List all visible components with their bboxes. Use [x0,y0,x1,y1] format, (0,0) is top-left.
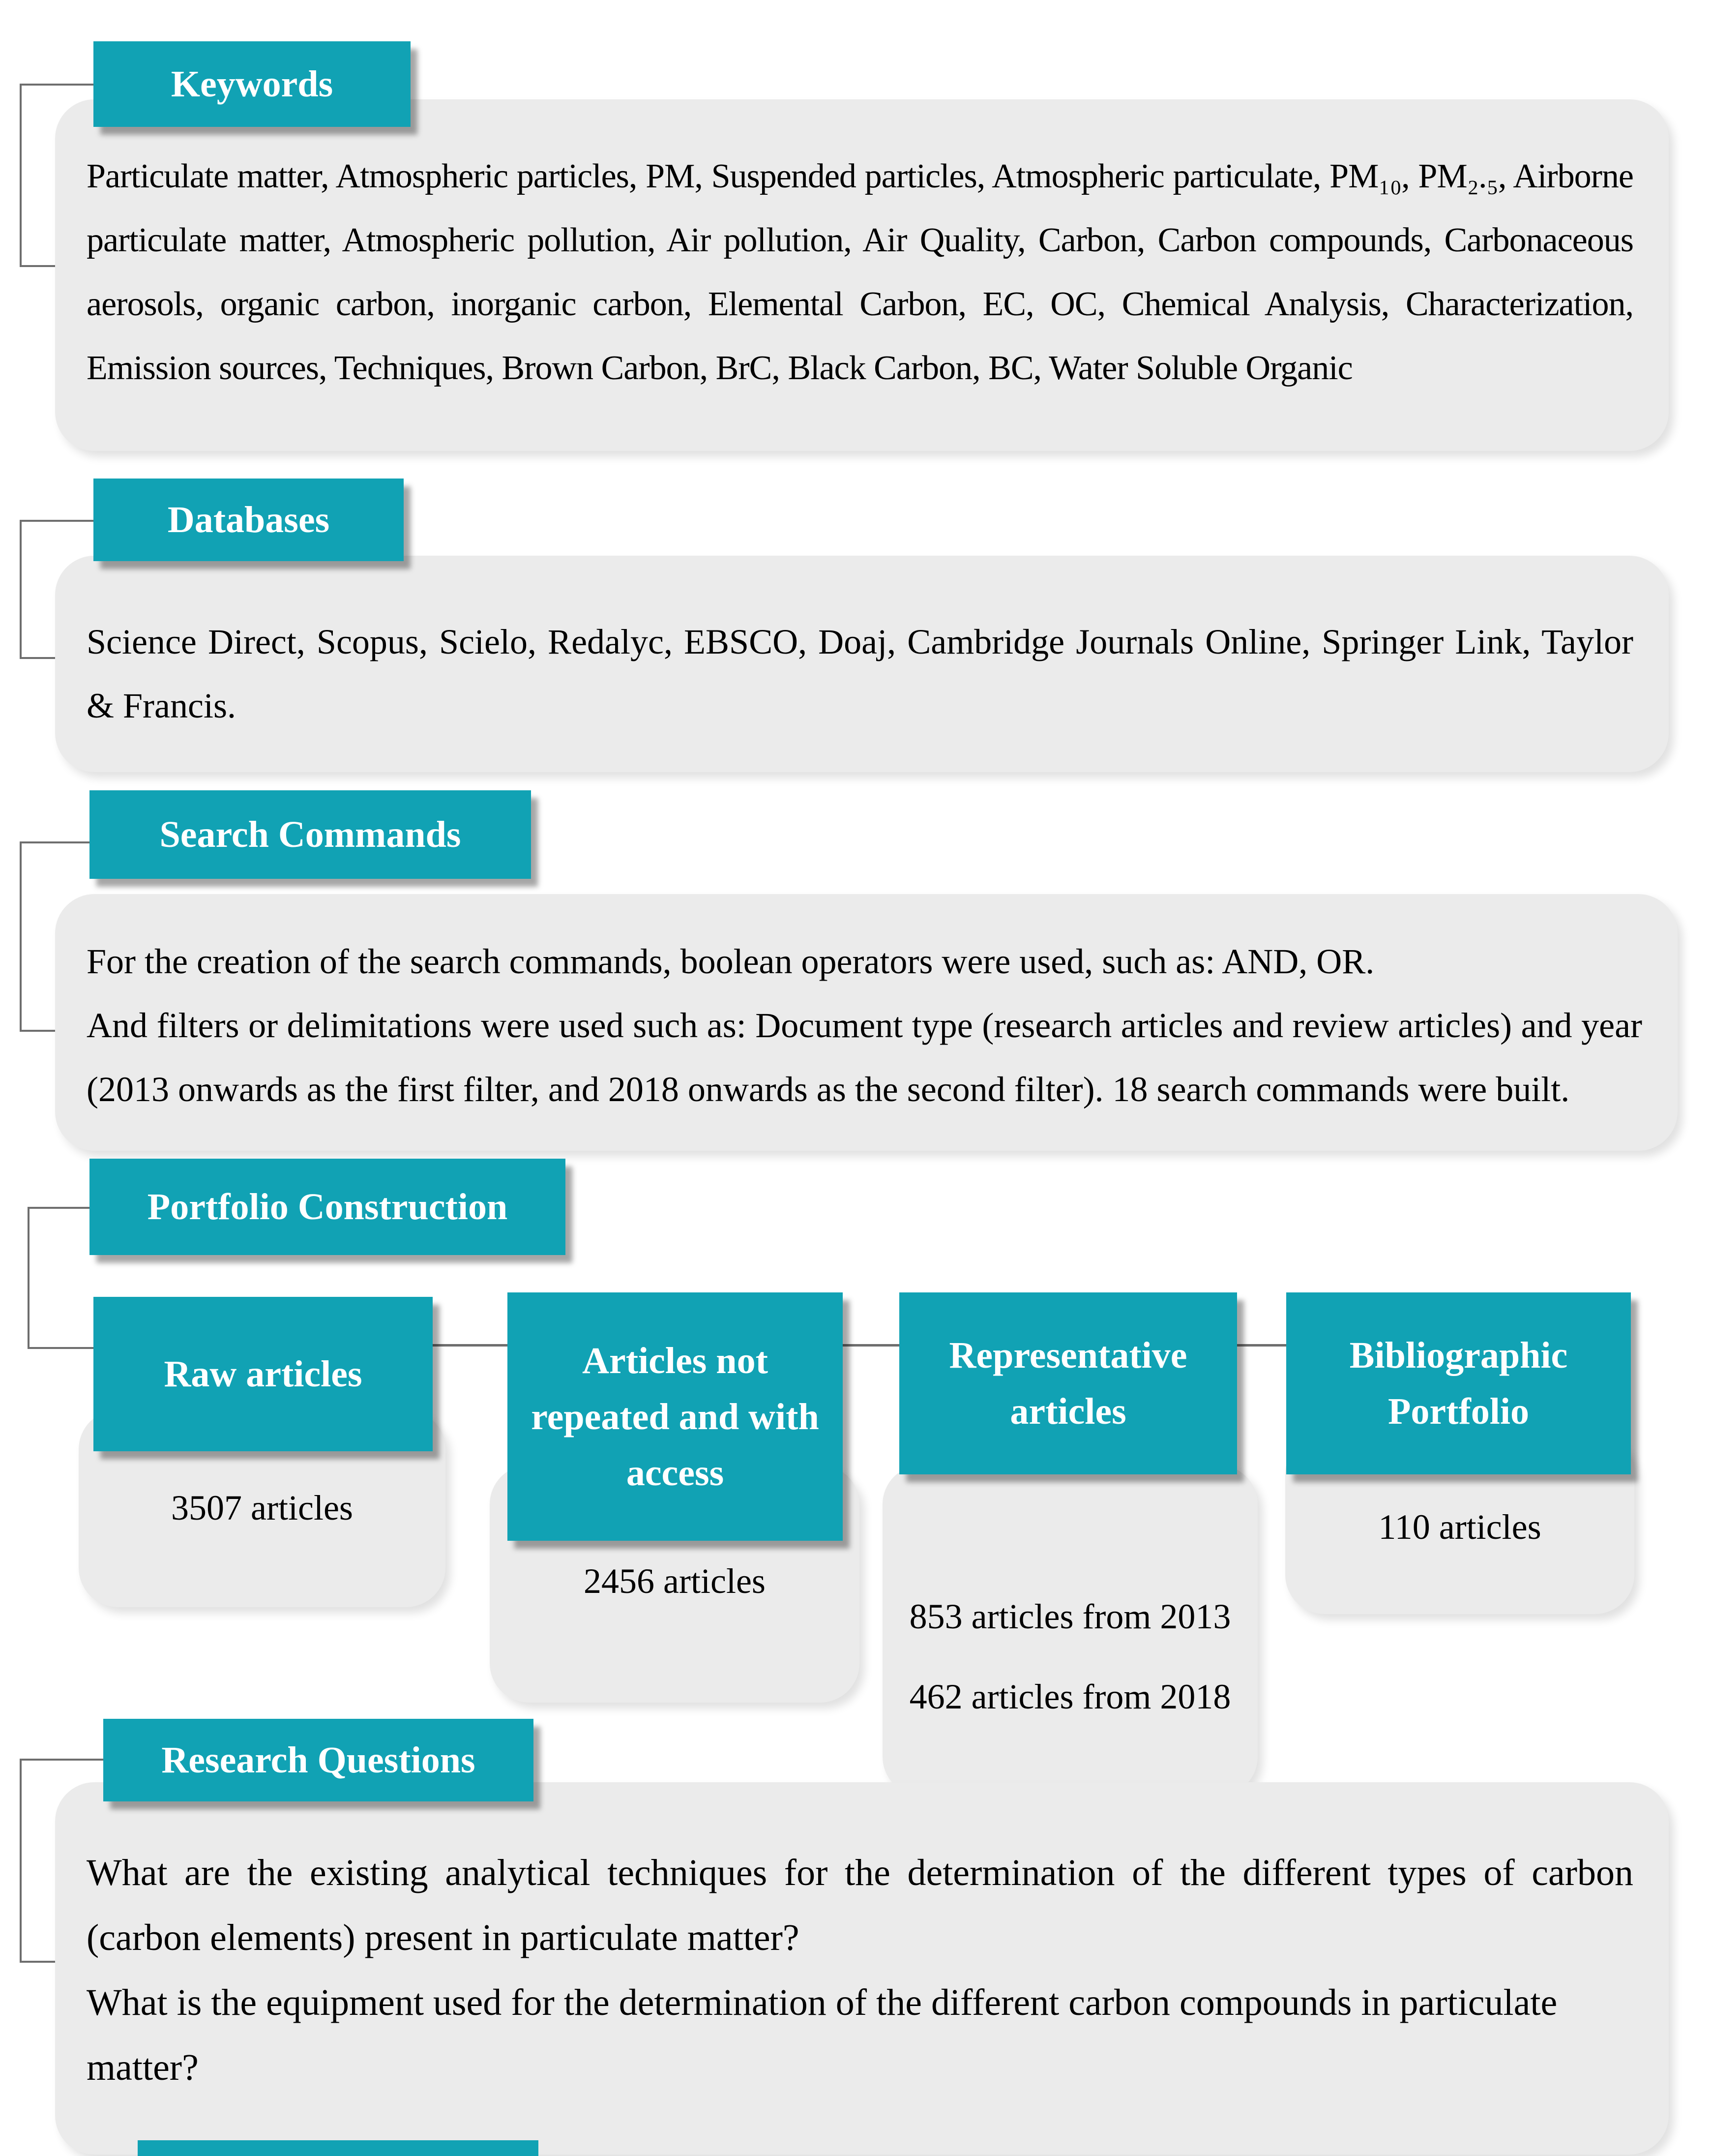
step-representative-articles-label-box [899,1292,1237,1474]
research-questions-box [55,1782,1669,2155]
step-raw-articles-label: Raw articles [164,1353,362,1395]
search-commands-line1: For the creation of the search commands, boolean operators were used, such as: AND, OR. [87,942,1375,981]
step-raw-articles-label-box [93,1297,433,1451]
step-raw-articles-count: 3507 articles [171,1488,353,1527]
databases-title: Databases [167,499,330,540]
search-commands-box [55,894,1678,1151]
research-question-1: What are the existing analytical techniques for the determination of the different types of carbon (carbon elements) present in particulate matter? [87,1852,1633,1958]
research-questions-title: Research Questions [161,1739,475,1781]
portfolio-bracket-connector [28,1207,95,1349]
portfolio-header [89,1159,565,1255]
connector-line [432,1344,508,1347]
portfolio-title: Portfolio Construction [147,1186,508,1228]
step-representative-articles-label: Representative articles [949,1335,1187,1432]
step-bibliographic-portfolio-label: Bibliographic Portfolio [1349,1335,1568,1432]
connector-line [1236,1344,1286,1347]
step-bibliographic-portfolio-label-box [1286,1292,1631,1474]
step-representative-articles-count-2013: 853 articles from 2013 [909,1597,1231,1636]
keywords-text: Particulate matter, Atmospheric particles, PM, Suspended particles, Atmospheric particulate, PM₁₀, PM₂.₅, Airborne particulate matter, Atmospheric pollution, Air pollution, Air Quality, Carbon, Carbon compounds, Carbonaceous aerosols, organic carbon, inorganic carbon, Elemental Carbon, EC, OC, Chemical Analysis, Characterization, Emission sources, Techniques, Brown Carbon, BrC, Black Carbon, BC, Water Soluble Organic [87,157,1633,387]
databases-header [93,479,404,561]
search-commands-title: Search Commands [159,814,461,855]
step-bibliographic-portfolio-count: 110 articles [1378,1507,1541,1547]
research-questions-header [103,1719,533,1801]
search-commands-header [89,790,531,879]
connector-line [842,1344,900,1347]
step-unique-articles-count: 2456 articles [584,1561,766,1601]
step-representative-articles-box [883,1465,1258,1796]
step-representative-articles-count-2018: 462 articles from 2018 [909,1677,1231,1716]
step-unique-articles-label: Articles not repeated and with access [531,1340,819,1494]
step-unique-articles-label-box [507,1292,843,1541]
keywords-title: Keywords [171,63,333,105]
partial-section-box [138,2140,538,2156]
search-commands-line2: And filters or delimitations were used such as: Document type (research articles and review articles) and year (2013 onwards as the first filter, and 2018 onwards as the second filter). 18 search commands were built. [87,1006,1642,1109]
keywords-header [93,41,411,127]
databases-text: Science Direct, Scopus, Scielo, Redalyc, EBSCO, Doaj, Cambridge Journals Online, Springer Link, Taylor & Francis. [87,622,1633,725]
databases-box [55,556,1669,772]
research-question-2: What is the equipment used for the determination of the different carbon compounds in particulate matter? [87,1982,1558,2088]
keywords-box [55,99,1669,451]
